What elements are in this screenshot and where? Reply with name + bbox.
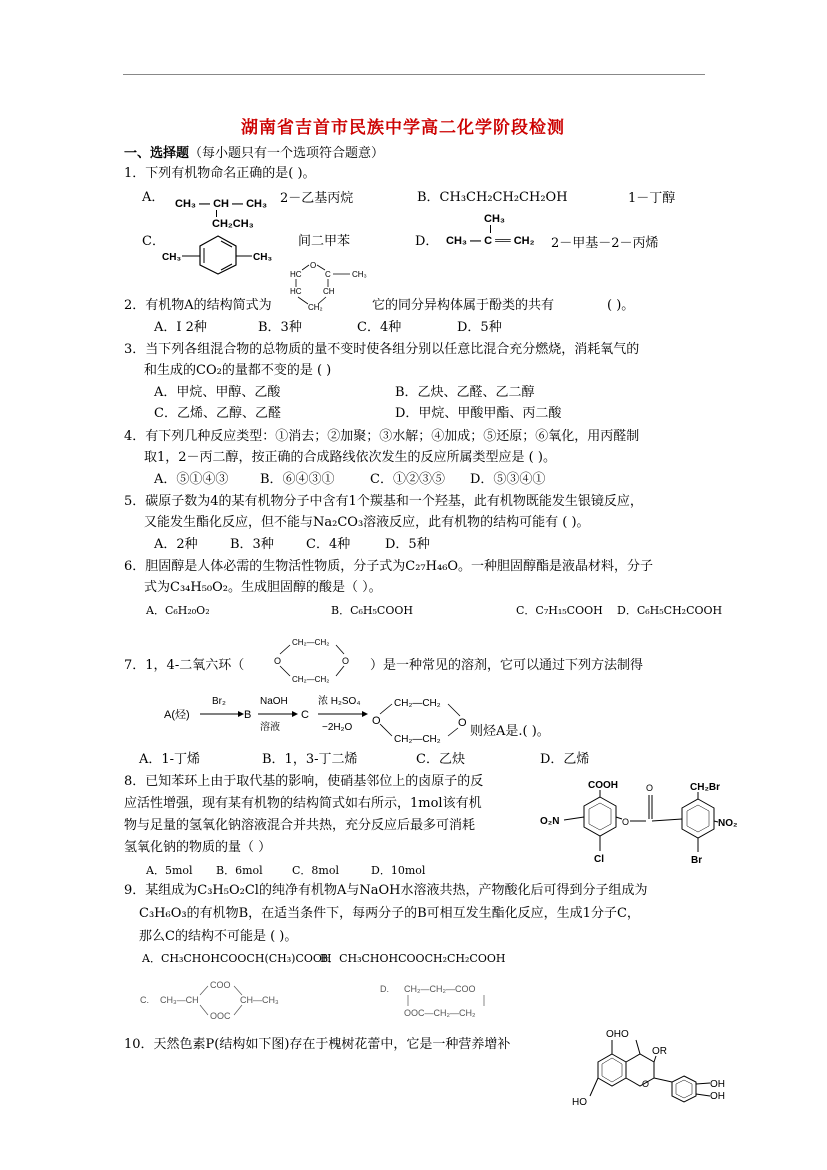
q1-option-c-name: 间二甲苯: [298, 234, 351, 249]
q6-option-c: C．C₇H₁₅COOH: [516, 604, 603, 617]
q1-option-a-substituent: CH₂CH₃: [212, 218, 254, 230]
svg-text:HC: HC: [290, 287, 302, 296]
svg-text:A(烃): A(烃): [164, 709, 190, 721]
q8-line1: 8．已知苯环上由于取代基的影响，使硝基邻位上的卤原子的反: [124, 774, 484, 789]
section-heading: [124, 146, 384, 162]
q7-option-d: D．乙烯: [540, 752, 590, 767]
svg-text:CH₂—CH₂—COO: CH₂—CH₂—COO: [404, 984, 476, 994]
q1-option-a-bond: [216, 210, 217, 217]
q2-structure: [288, 256, 378, 314]
svg-text:O: O: [642, 1079, 650, 1089]
q4-option-d: D．⑤③④①: [470, 472, 546, 487]
svg-text:O: O: [372, 715, 381, 727]
q9-option-d-structure: [380, 978, 520, 1022]
q5-option-a: A．2种: [154, 537, 198, 552]
svg-text:D.: D.: [380, 984, 389, 994]
svg-text:O: O: [274, 656, 282, 666]
q8-line3: 物与足量的氢氧化钠溶液混合并共热，充分反应后最多可消耗: [124, 818, 476, 833]
q1-option-b-name: 1－丁醇: [628, 191, 676, 206]
q6-line2: 式为C₃₄H₅₀O₂。生成胆固醇的酸是（ ）。: [144, 580, 382, 595]
q2-stem-a: 2．有机物A的结构简式为: [124, 298, 272, 313]
q9-line1: 9．某组成为C₃H₅O₂Cl的纯净有机物A与NaOH水溶液共热，产物酸化后可得到分子组成为: [124, 883, 648, 898]
svg-text:OOC—CH₂—CH₂: OOC—CH₂—CH₂: [404, 1008, 476, 1018]
svg-text:浓 H₂SO₄: 浓 H₂SO₄: [318, 696, 361, 707]
q3-option-b: B．乙炔、乙醛、乙二醇: [395, 385, 535, 400]
svg-text:C.: C.: [140, 995, 149, 1005]
svg-text:NO₂: NO₂: [718, 818, 738, 829]
q1-c-ch3-left: CH₃: [162, 252, 182, 263]
q2-option-d: D．5种: [457, 320, 502, 335]
svg-text:CH: CH: [323, 287, 335, 296]
q1-option-a-formula: CH₃ — CH — CH₃: [175, 198, 268, 210]
q6-option-b: B．C₆H₅COOH: [331, 604, 413, 617]
q8-option-a: A．5mol: [146, 864, 193, 877]
svg-text:COO: COO: [210, 980, 231, 990]
q2-stem-b: 它的同分异构体属于酚类的共有: [372, 298, 555, 313]
svg-text:NaOH: NaOH: [260, 696, 288, 707]
svg-text:OHO: OHO: [606, 1029, 629, 1040]
q2-option-c: C．4种: [357, 320, 402, 335]
q1-option-d-name: 2－甲基－2－丙烯: [551, 236, 659, 251]
q5-line2: 又能发生酯化反应，但不能与Na₂CO₃溶液反应，此有机物的结构可能有 ( )。: [144, 515, 590, 530]
svg-text:O₂N: O₂N: [540, 816, 560, 827]
q10-structure: [570, 1026, 750, 1110]
q7-option-b: B．1，3-丁二烯: [262, 752, 358, 767]
svg-text:Cl: Cl: [594, 854, 604, 865]
section-heading-label: 一、选择题: [124, 146, 190, 161]
svg-text:O: O: [342, 656, 350, 666]
q7-option-a: A．1-丁烯: [139, 752, 201, 767]
q3-line1: 3．当下列各组混合物的总物质的量不变时使各组分别以任意比混合充分燃烧，消耗氧气的: [124, 342, 640, 357]
svg-text:OH: OH: [710, 1091, 725, 1102]
svg-text:Br₂: Br₂: [212, 696, 226, 707]
q1-stem: 1．下列有机物命名正确的是( )。: [124, 166, 316, 181]
q6-option-a: A．C₆H₂₀O₂: [146, 604, 210, 617]
q8-line2: 应活性增强，现有某有机物的结构简式如右所示，1mol该有机: [124, 796, 482, 811]
q1-option-b-label: B．CH₃CH₂CH₂CH₂OH: [417, 190, 568, 205]
q10-stem: 10．天然色素P(结构如下图)存在于槐树花蕾中，它是一种营养增补: [124, 1037, 511, 1052]
q9-option-c-structure: [140, 978, 300, 1022]
q3-option-d: D．甲烷、甲酸甲酯、丙二酸: [395, 406, 562, 421]
benzene-ring: [200, 236, 236, 274]
svg-text:OR: OR: [652, 1046, 667, 1057]
svg-text:O: O: [458, 717, 467, 729]
svg-text:CH₃—CH: CH₃—CH: [160, 995, 199, 1005]
svg-text:O: O: [310, 261, 317, 270]
q1-option-c-structure: [160, 232, 280, 276]
svg-text:OOC: OOC: [210, 1011, 231, 1021]
section-heading-note: （每小题只有一个选项符合题意）: [189, 146, 385, 161]
q2-blank: ( )。: [607, 298, 635, 313]
page-title: 湖南省吉首市民族中学高二化学阶段检测: [241, 118, 565, 138]
q8-option-c: C．8mol: [292, 864, 339, 877]
svg-text:CH₂—CH₂: CH₂—CH₂: [292, 638, 330, 647]
q5-option-d: D．5种: [385, 537, 430, 552]
q4-line2: 取1，2－丙二醇，按正确的合成路线依次发生的反应所属类型应是 ( )。: [144, 450, 556, 465]
q7-dioxane-ring: [272, 634, 360, 686]
q1-option-a-name: 2－乙基丙烷: [280, 191, 354, 206]
q7-reaction-scheme: [160, 690, 480, 746]
header-rule: [123, 74, 705, 75]
q4-option-c: C．①②③⑤: [370, 472, 445, 487]
svg-text:O: O: [622, 817, 630, 827]
q9-line3: 那么C的结构不可能是 ( )。: [139, 929, 298, 944]
q5-option-c: C．4种: [306, 537, 351, 552]
svg-text:CH₃: CH₃: [352, 270, 367, 279]
q1-c-ch3-right: CH₃: [253, 252, 273, 263]
q6-option-d: D．C₆H₅CH₂COOH: [617, 604, 723, 617]
q8-option-d: D．10mol: [371, 864, 426, 877]
svg-text:Br: Br: [691, 855, 703, 865]
q8-line4: 氢氧化钠的物质的量（ ）: [124, 840, 272, 855]
svg-text:CH₂—CH₂: CH₂—CH₂: [292, 675, 330, 684]
q1-option-a-label: A．: [142, 190, 165, 205]
q1-option-d-bond: [490, 225, 491, 233]
q7-option-c: C．乙炔: [416, 752, 465, 767]
q4-line1: 4．有下列几种反应类型：①消去；②加聚；③水解；④加成；⑤还原；⑥氧化，用丙醛制: [124, 429, 640, 444]
q7-stem-b: ）是一种常见的溶剂，它可以通过下列方法制得: [370, 658, 644, 673]
svg-text:CH—CH₃: CH—CH₃: [240, 995, 279, 1005]
svg-text:HC: HC: [290, 270, 302, 279]
q2-option-b: B．3种: [258, 320, 302, 335]
q1-option-d-label: D．: [415, 234, 439, 249]
q5-option-b: B．3种: [230, 537, 274, 552]
q7-stem-a: 7．1，4-二氧六环（: [124, 658, 245, 673]
svg-text:OH: OH: [710, 1079, 725, 1090]
q2-option-a: A．I 2种: [154, 320, 207, 335]
svg-text:HO: HO: [572, 1097, 587, 1108]
q1-option-c-label: C．: [142, 234, 165, 249]
svg-text:−2H₂O: −2H₂O: [322, 722, 353, 733]
svg-text:COOH: COOH: [588, 780, 618, 791]
q3-option-c: C．乙烯、乙醇、乙醛: [154, 406, 281, 421]
q1-option-d-top: CH₃: [484, 213, 505, 225]
svg-text:B: B: [244, 709, 252, 721]
q9-line2: C₃H₆O₃的有机物B，在适当条件下，每两分子的B可相互发生酯化反应，生成1分子C，: [139, 906, 640, 921]
q6-line1: 6．胆固醇是人体必需的生物活性物质，分子式为C₂₇H₄₆O。一种胆固醇酯是液晶材料，分子: [124, 559, 654, 574]
svg-text:CH₂—CH₂: CH₂—CH₂: [394, 698, 441, 709]
svg-text:溶液: 溶液: [260, 722, 280, 733]
svg-text:C: C: [325, 270, 331, 279]
q4-option-b: B．⑥④③①: [260, 472, 335, 487]
q1-option-d-formula: CH₃ — C ══ CH₂: [446, 235, 535, 247]
svg-text:CH₂—CH₂: CH₂—CH₂: [394, 734, 441, 745]
svg-text:O: O: [646, 783, 654, 793]
svg-text:CH₂: CH₂: [308, 303, 323, 312]
svg-text:CH₂Br: CH₂Br: [690, 782, 720, 793]
q4-option-a: A．⑤①④③: [154, 472, 229, 487]
q9-option-b: B．CH₃CHOHCOOCH₂CH₂COOH: [320, 952, 506, 965]
q5-line1: 5．碳原子数为4的某有机物分子中含有1个羰基和一个羟基，此有机物既能发生银镜反应，: [124, 494, 643, 509]
q8-option-b: B．6mol: [216, 864, 263, 877]
q8-structure: [538, 775, 748, 865]
q3-line2: 和生成的CO₂的量都不变的是 ( ): [144, 363, 332, 378]
q9-option-a: A．CH₃CHOHCOOCH(CH₃)COOH: [142, 952, 332, 965]
svg-text:C: C: [301, 709, 309, 721]
q3-option-a: A．甲烷、甲醇、乙酸: [154, 385, 281, 400]
q7-tail: 则烃A是.( )。: [470, 724, 550, 739]
